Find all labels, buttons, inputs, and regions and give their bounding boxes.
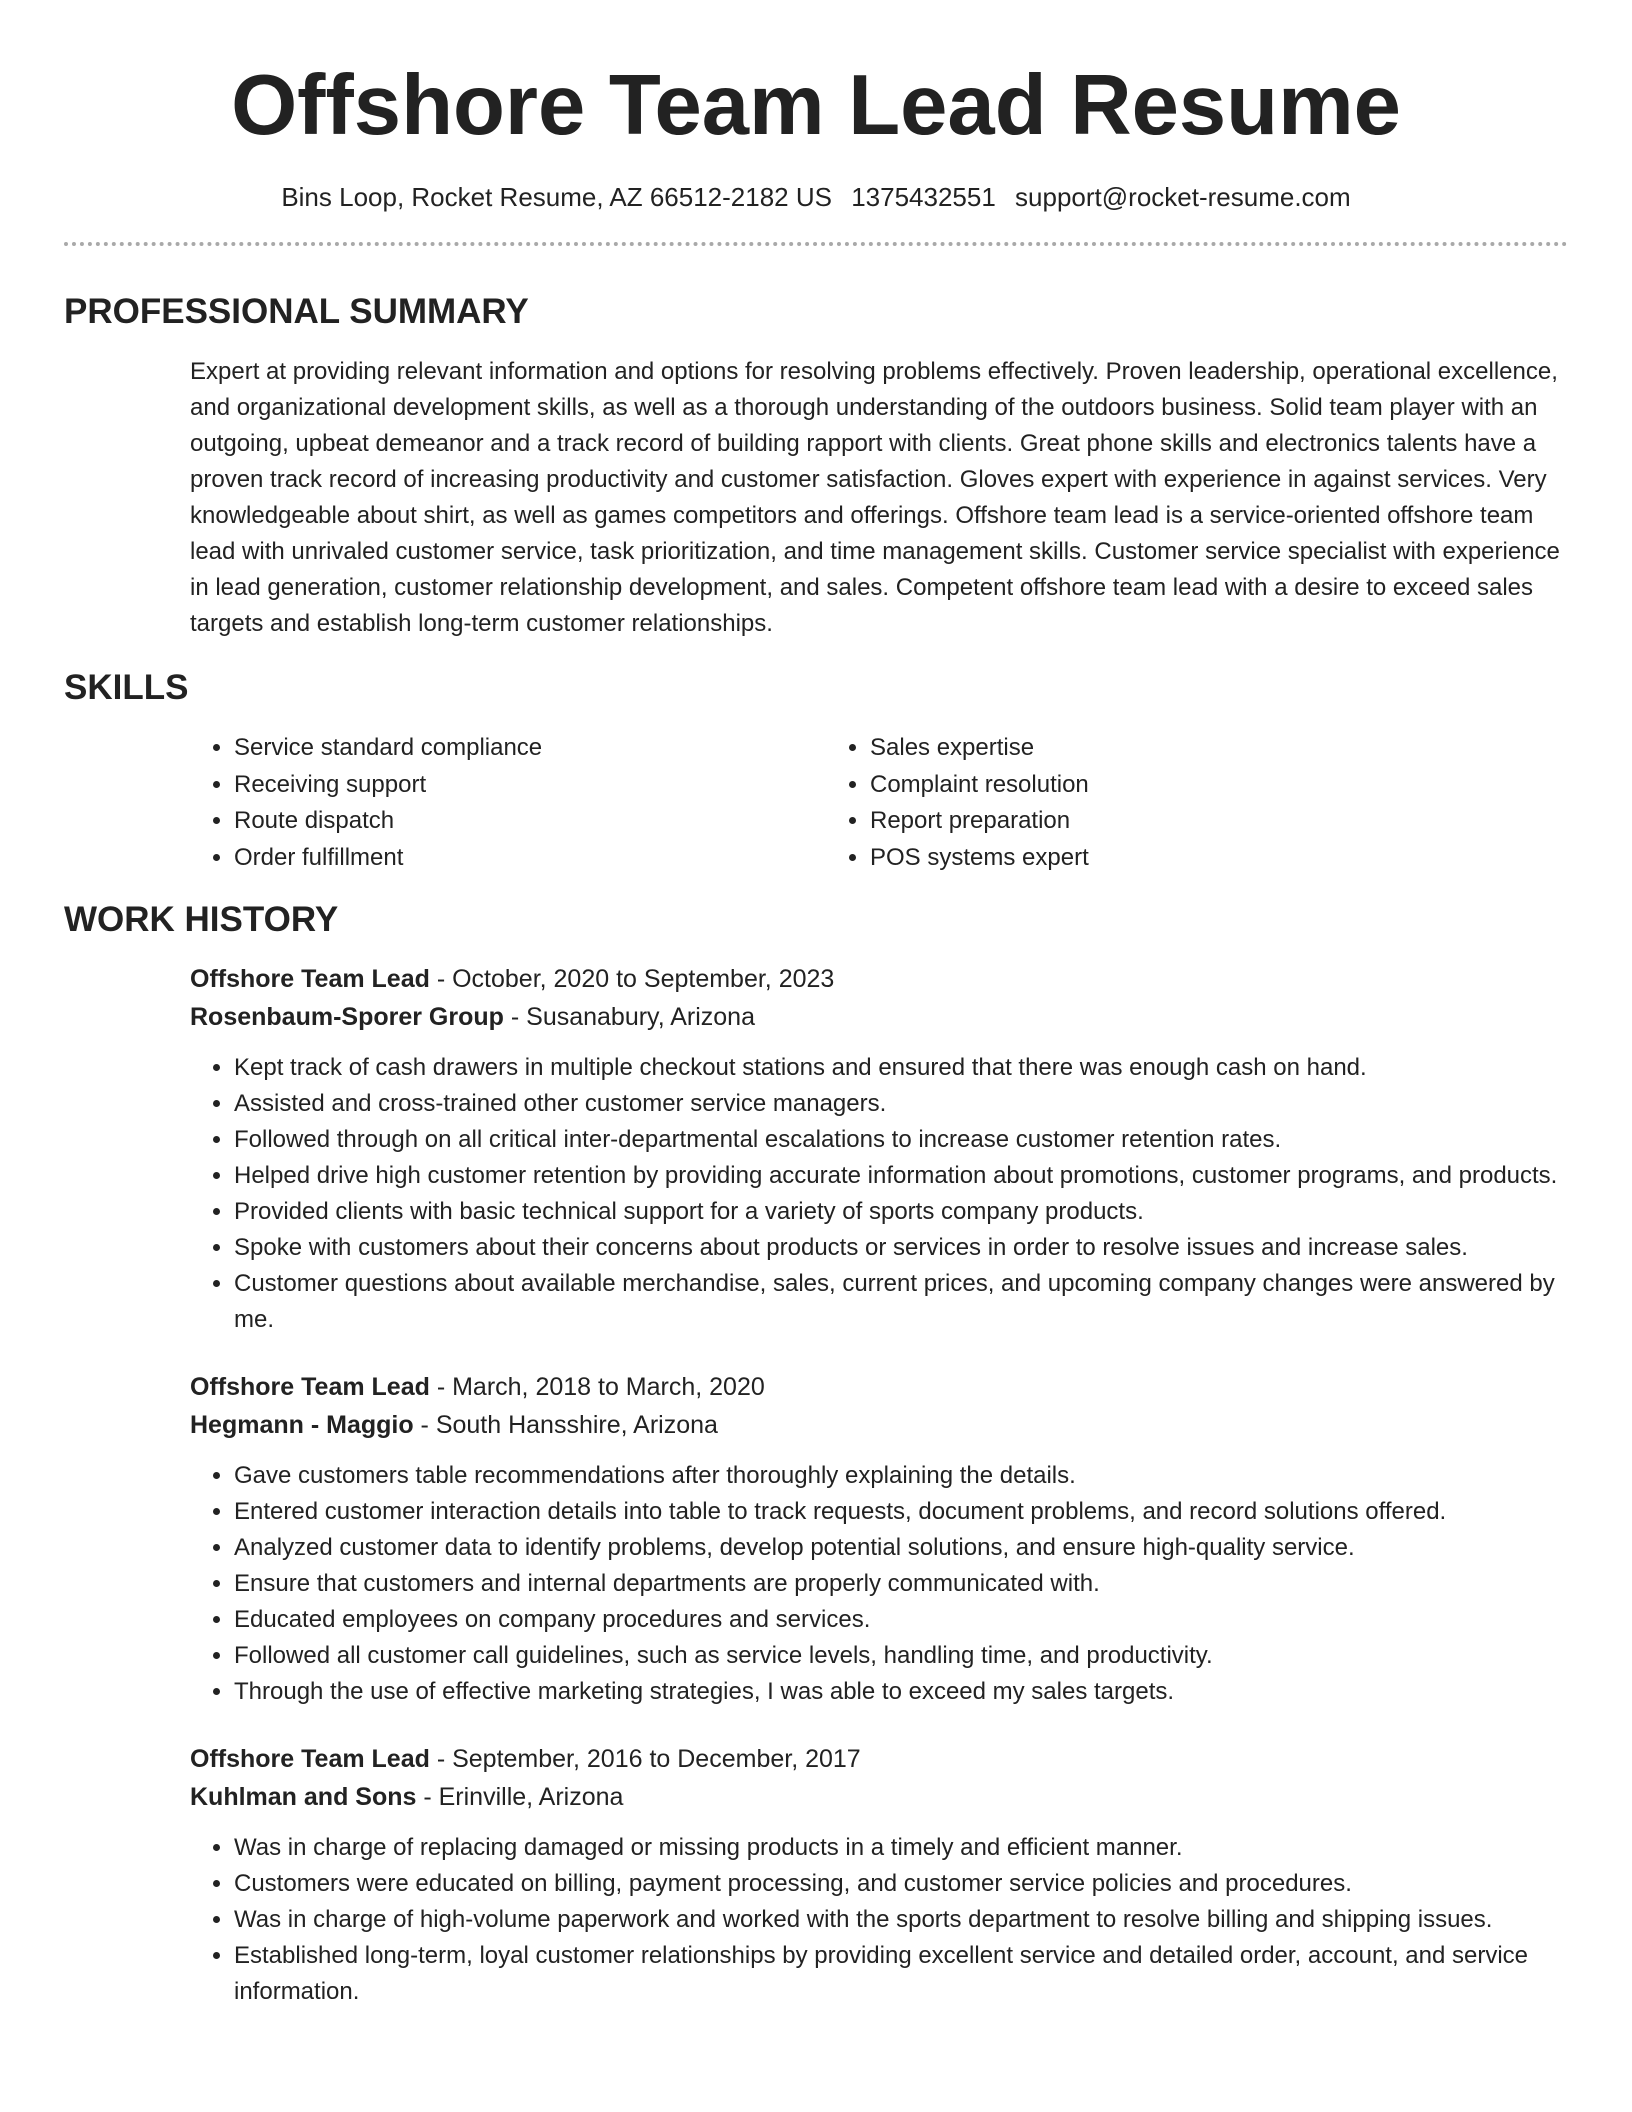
job-duty: • Analyzed customer data to identify problems, develop potential solutions, and ensure high-quality service.	[234, 1530, 1568, 1566]
job-title: Offshore Team Lead	[190, 1745, 430, 1773]
job-title-line	[190, 960, 1568, 998]
work-history-heading: WORK HISTORY	[64, 900, 339, 939]
job-dates: - March, 2018 to March, 2020	[429, 1373, 765, 1401]
skill-item: • Order fulfillment	[234, 840, 826, 877]
job-entry-2	[190, 1368, 1568, 1710]
job-company-line	[190, 998, 1568, 1036]
skill-item: • POS systems expert	[870, 840, 1466, 877]
job-dates: - September, 2016 to December, 2017	[429, 1745, 861, 1773]
job-location: - Susanabury, Arizona	[503, 1003, 755, 1031]
contact-info	[64, 180, 1568, 214]
skills-column-right	[826, 730, 1466, 876]
job-location: - South Hansshire, Arizona	[413, 1411, 718, 1439]
job-duty: • Customer questions about available merchandise, sales, current prices, and upcoming company changes were answered by me.	[234, 1266, 1568, 1338]
job-duty: • Followed through on all critical inter-departmental escalations to increase customer retention rates.	[234, 1122, 1568, 1158]
job-duty: • Kept track of cash drawers in multiple checkout stations and ensured that there was enough cash on hand.	[234, 1050, 1568, 1086]
job-duty: • Was in charge of replacing damaged or missing products in a timely and efficient manner.	[234, 1830, 1568, 1866]
job-duties	[190, 1458, 1568, 1710]
job-company: Kuhlman and Sons	[190, 1783, 417, 1811]
job-location: - Erinville, Arizona	[416, 1783, 624, 1811]
skills-column-left	[190, 730, 826, 876]
skills-list	[190, 730, 1568, 876]
job-duty: • Through the use of effective marketing strategies, I was able to exceed my sales targets.	[234, 1674, 1568, 1710]
job-duty: • Assisted and cross-trained other customer service managers.	[234, 1086, 1568, 1122]
job-company: Hegmann - Maggio	[190, 1411, 414, 1439]
job-title: Offshore Team Lead	[190, 1373, 430, 1401]
job-duties	[190, 1050, 1568, 1338]
job-duty: • Customers were educated on billing, payment processing, and customer service policies and procedures.	[234, 1866, 1568, 1902]
job-duty: • Spoke with customers about their concerns about products or services in order to resolve issues and increase sales.	[234, 1230, 1568, 1266]
skill-item: • Service standard compliance	[234, 730, 826, 767]
contact-email: support@rocket-resume.com	[1015, 182, 1351, 212]
job-duty: • Ensure that customers and internal departments are properly communicated with.	[234, 1566, 1568, 1602]
job-duty: • Established long-term, loyal customer relationships by providing excellent service and detailed order, account, and service information.	[234, 1938, 1568, 2010]
job-company-line	[190, 1778, 1568, 1816]
header-divider	[64, 242, 1568, 246]
job-title-line	[190, 1740, 1568, 1778]
job-entry-1	[190, 960, 1568, 1338]
summary-heading: PROFESSIONAL SUMMARY	[64, 292, 529, 331]
job-duty: • Helped drive high customer retention by providing accurate information about promotions, customer programs, and products.	[234, 1158, 1568, 1194]
job-entry-3	[190, 1740, 1568, 2010]
job-title: Offshore Team Lead	[190, 965, 430, 993]
contact-phone: 1375432551	[851, 182, 996, 212]
summary-text: Expert at providing relevant information and options for resolving problems effectively. Proven leadership, operational excellence, and organizational development skills, as well as a thorough understanding of the outdoors business. Solid team player with an outgoing, upbeat demeanor and a track record of building rapport with clients. Great phone skills and electronics talents have a proven track record of increasing productivity and customer satisfaction. Gloves expert with experience in against services. Very knowledgeable about shirt, as well as games competitors and offerings. Offshore team lead is a service-oriented offshore team lead with unrivaled customer service, task prioritization, and time management skills. Customer service specialist with experience in lead generation, customer relationship development, and sales. Competent offshore team lead with a desire to exceed sales targets and establish long-term customer relationships.	[190, 358, 1560, 637]
resume-title: Offshore Team Lead Resume	[231, 58, 1401, 153]
job-dates: - October, 2020 to September, 2023	[429, 965, 835, 993]
skill-item: • Receiving support	[234, 767, 826, 804]
skill-item: • Complaint resolution	[870, 767, 1466, 804]
job-duty: • Was in charge of high-volume paperwork and worked with the sports department to resolve billing and shipping issues.	[234, 1902, 1568, 1938]
job-company-line	[190, 1406, 1568, 1444]
job-duties	[190, 1830, 1568, 2010]
skill-item: • Report preparation	[870, 803, 1466, 840]
skill-item: • Route dispatch	[234, 803, 826, 840]
job-duty: • Educated employees on company procedures and services.	[234, 1602, 1568, 1638]
job-company: Rosenbaum-Sporer Group	[190, 1003, 504, 1031]
job-duty: • Followed all customer call guidelines, such as service levels, handling time, and productivity.	[234, 1638, 1568, 1674]
job-duty: • Provided clients with basic technical support for a variety of sports company products.	[234, 1194, 1568, 1230]
job-duty: • Entered customer interaction details into table to track requests, document problems, and record solutions offered.	[234, 1494, 1568, 1530]
job-title-line	[190, 1368, 1568, 1406]
skills-heading: SKILLS	[64, 668, 189, 707]
skill-item: • Sales expertise	[870, 730, 1466, 767]
job-duty: • Gave customers table recommendations after thoroughly explaining the details.	[234, 1458, 1568, 1494]
contact-address: Bins Loop, Rocket Resume, AZ 66512-2182 US	[281, 182, 832, 212]
